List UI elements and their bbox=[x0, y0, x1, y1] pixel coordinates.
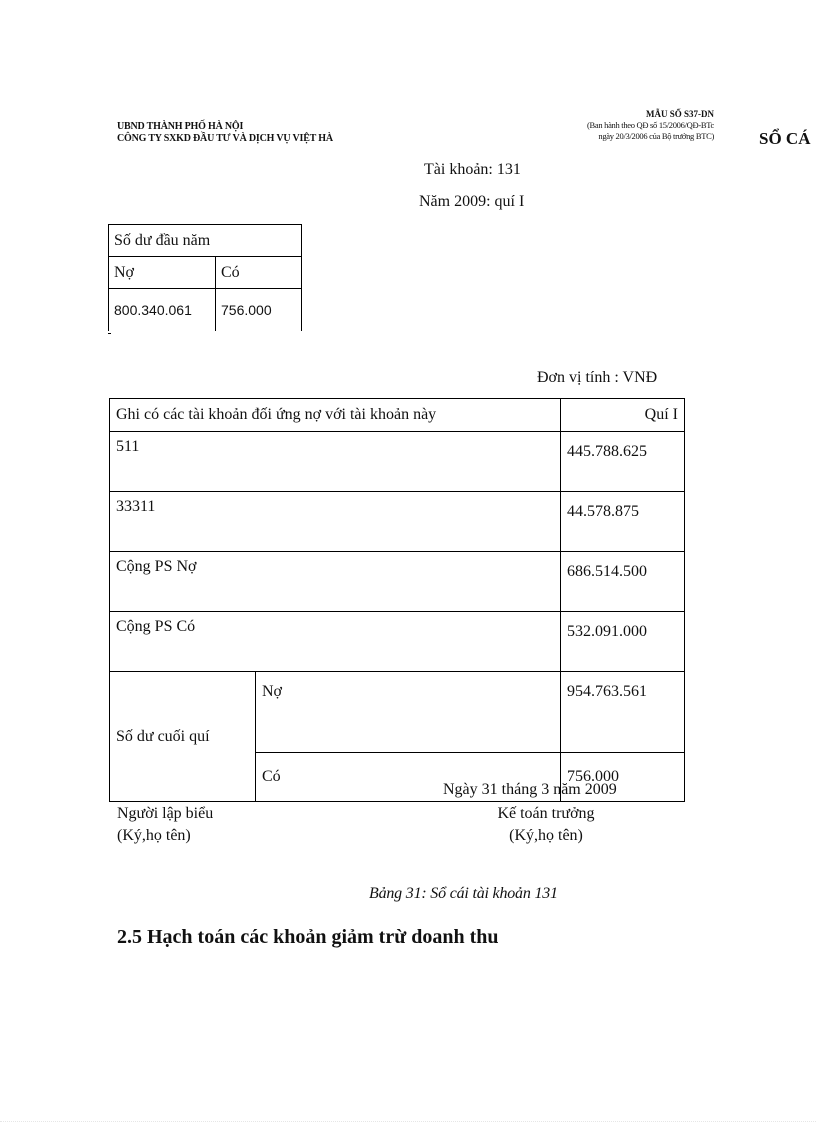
chief-accountant-note: (Ký,họ tên) bbox=[509, 827, 583, 844]
ending-credit-value: 756.000 bbox=[561, 753, 685, 802]
table-caption: Bảng 31: Sổ cái tài khoản 131 bbox=[369, 885, 558, 902]
ledger-column-header: Ghi có các tài khoản đối ứng nợ với tài khoản này bbox=[110, 399, 561, 432]
row-value: 532.091.000 bbox=[561, 612, 685, 672]
preparer-signature-block bbox=[117, 803, 213, 847]
row-value: 44.578.875 bbox=[561, 492, 685, 552]
row-label: Cộng PS Nợ bbox=[110, 552, 561, 612]
form-code-block bbox=[536, 109, 714, 142]
row-value: 686.514.500 bbox=[561, 552, 685, 612]
table-row bbox=[110, 612, 685, 672]
form-note-line2: ngày 20/3/2006 của Bộ trưởng BTC) bbox=[598, 131, 714, 141]
table-row bbox=[110, 432, 685, 492]
row-label: 33311 bbox=[110, 492, 561, 552]
opening-balance-table-wrap bbox=[108, 224, 302, 331]
opening-debit-value: 800.340.061 bbox=[109, 289, 216, 332]
form-code: MẪU SỐ S37-DN bbox=[645, 109, 714, 119]
section-heading: 2.5 Hạch toán các khoản giảm trừ doanh thu bbox=[117, 926, 499, 948]
ending-debit-label: Nợ bbox=[256, 672, 561, 753]
period-label: Năm 2009: quí I bbox=[419, 193, 525, 210]
document-title: SỔ CÁ bbox=[759, 129, 811, 148]
org-name-line1: UBND THÀNH PHỐ HÀ NỘI bbox=[117, 121, 244, 132]
opening-balance-title: Số dư đầu năm bbox=[109, 225, 302, 257]
chief-accountant-signature-block bbox=[480, 803, 612, 847]
preparer-note: (Ký,họ tên) bbox=[117, 827, 191, 844]
opening-balance-table bbox=[108, 224, 302, 331]
ledger-table bbox=[109, 398, 685, 802]
organization-header bbox=[117, 121, 333, 145]
table-row bbox=[110, 552, 685, 612]
opening-debit-label: Nợ bbox=[109, 257, 216, 289]
table-row bbox=[110, 492, 685, 552]
page-divider bbox=[0, 1121, 816, 1122]
row-value: 445.788.625 bbox=[561, 432, 685, 492]
ledger-period-header: Quí I bbox=[561, 399, 685, 432]
signing-date: Ngày 31 tháng 3 năm 2009 bbox=[443, 781, 617, 798]
opening-credit-value: 756.000 bbox=[216, 289, 302, 332]
account-number: Tài khoản: 131 bbox=[424, 161, 521, 178]
preparer-role: Người lập biểu bbox=[117, 805, 214, 822]
org-name-line2: CÔNG TY SXKD ĐẦU TƯ VÀ DỊCH VỤ VIỆT HÀ bbox=[117, 133, 333, 144]
table-row bbox=[110, 672, 685, 753]
chief-accountant-role: Kế toán trưởng bbox=[497, 805, 595, 822]
currency-unit: Đơn vị tính : VNĐ bbox=[537, 369, 658, 386]
ending-balance-label: Số dư cuối quí bbox=[110, 672, 256, 802]
form-note-line1: (Ban hành theo QĐ số 15/2006/QĐ-BTc bbox=[586, 120, 714, 130]
ending-credit-label: Có bbox=[256, 753, 561, 802]
row-label: Cộng PS Có bbox=[110, 612, 561, 672]
opening-credit-label: Có bbox=[216, 257, 302, 289]
row-label: 511 bbox=[110, 432, 561, 492]
ending-debit-value: 954.763.561 bbox=[561, 672, 685, 753]
table-fragment-line bbox=[108, 333, 111, 334]
